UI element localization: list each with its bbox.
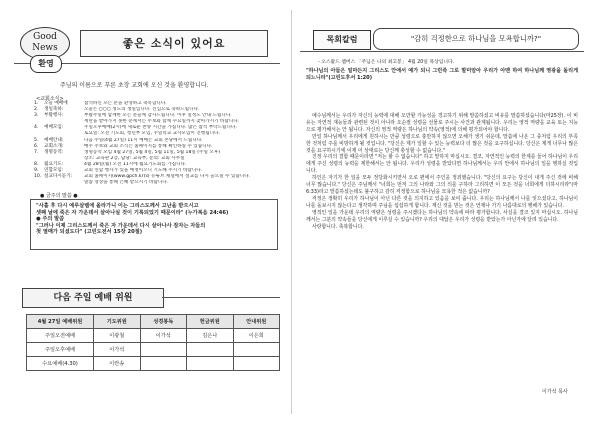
notice-key: 월요기도: (44, 161, 64, 167)
verse-line: ● 주의 말씀 (36, 216, 65, 223)
column-author: 이가석 목사 (542, 389, 568, 395)
verse-heading: ● 금주의 말씀 ● (40, 193, 78, 199)
notice-val: 계란을 받아가지 못한 분께서는 주보와 함께 수요일까지 찾아가시기 바랍니다. (84, 119, 240, 125)
notice-key: 생명동역: (44, 149, 64, 155)
column-rule (300, 51, 584, 52)
notice-list (34, 101, 280, 186)
notice-val: 4월 28일(월) 오전 11시에 월요기도회를 가집니다. (84, 161, 187, 167)
column-paragraph: 진정 우리의 결함 때문이라면 "저는 할 수 없습니다" 하고 말하지 마십시오. 결코, 자연적인 능력의 한계를 들어 하나님이 우리에게 주신 성령의 능력을 제한해서는 안 됩니다. 우리가 성령을 받았다면 하나님께서는 우리 안에서 하나님의 일을 행하실 것입니다. (306, 154, 578, 175)
worship-committee-title: 다음 주일 예배 위원 (22, 288, 164, 308)
table-cell (187, 343, 234, 357)
notice-num (34, 180, 44, 186)
welcome-text: 주님의 이름으로 푸른 초장 교회에 오신 것을 환영합니다. (60, 82, 209, 89)
notice-key: 오늘 예배에 (44, 101, 68, 106)
notice-val: 부활주일에 함께한 모든 분들께 감사드립니다. 이후 일정도 안내 드립니다. (84, 113, 232, 119)
notice-val: 참석하신 모든 분을 환영하고 축복합니다. (84, 101, 167, 106)
verse-line: "그러나 이제 그리스도께서 죽은 자 가운데서 다시 살아나사 잠자는 자들의 (36, 222, 206, 229)
table-header-cell: 기도위원 (94, 315, 141, 329)
table-cell (140, 343, 187, 357)
table-header-row (27, 315, 280, 329)
notice-num: 7. (34, 149, 39, 155)
table-cell: 수요예배(4.30) (27, 357, 94, 371)
worship-title-rule (162, 297, 280, 298)
column-paragraph: 하인은 자기가 한 일을 모두 정당화시키면서 오로 편에서 주인을 정죄했습니다. "당신의 요구는 당신이 내게 주신 것에 비해 너무 많습니다." 당신은 주님께서 "너희는 먼저 그의 나라와 그의 의를 구하라 그리하면 이 모든 것을 너희에게 더하시리라"(마6:33)라고 말씀하셨는데도 불구하고 감히 걱정함으로 하나님을 모욕한 적은 없습니까? (306, 175, 578, 195)
pastor-column-badge: 목회칼럼 (313, 30, 371, 50)
table-cell: 주일오후예배 (27, 343, 94, 357)
column-paragraph: 걱정은 정확히 우리가 하나님이 아닌 다른 것을 의지하고 있음을 보여 줍니다. 우리는 하나님께서 나를 잊으셨다고, 하나님이 나를 돌보시지 않는다고 생각하며 주님을 섭섭하게 합니다. 계신 것을 믿는 것은 언제나 가기 나름대로의 행해가 있습니다. (306, 195, 578, 209)
notice-num: 9. (34, 168, 39, 174)
notice-key: 생일축하: (44, 107, 64, 113)
notice-val: 주일오후예배(2시)에 새로운 찬양 시간을 가집니다. 많은 참석 부탁드립니다. (84, 125, 237, 131)
logo-line-2: News (32, 43, 58, 53)
table-cell: 이은희 (233, 329, 280, 343)
notice-key: 부활행사: (44, 113, 64, 119)
table-header-cell: 성경봉독 (140, 315, 187, 329)
table-row (27, 357, 280, 371)
table-cell (187, 357, 234, 371)
notice-val: 말씀 영상을 통해 은혜 받으시기 바랍니다. (84, 180, 169, 186)
notice-key: 설교다시듣기: (44, 174, 73, 180)
column-paragraph: 예수님께서는 우리가 자신의 능력에 대해 오만할 가능성을 경고하기 위해 말씀하셨고 비유를 말씀하셨습니다(마25장). 이 비유는 자연적 재능들과 관련된 것이 아니라 오순절 성령을 선물로 주시는 사건과 관계됩니다. 우리는 영적 역량을 교육 또는 지능으로 평가해서는 안 됩니다. 자신의 영적 역량은 하나님의 약속(영적)에 의해 평가되어야 합니다. (306, 113, 578, 133)
column-paragraph: 만일 하나님께서 우리에게 원하시는 만큼 성령으로 충만하지 않으면 오해가 생기 쉬운데, 말씀에 나온 그 종처럼 우리의 부족한 것처럼 주를 비방하게 될 것입니다. "당신은 제가 일할 수 있는 능력보다 더 많은 것을 요구하십니다. 당신은 제게 너무나 많은 것을 요구하시기에 이제 이 상태로는 당신께 충성할 수 없습니다." (306, 133, 578, 154)
verse-line: "사흘 후 다시 예루살렘에 올라가니 이는 그리스도께서 고난을 받으시고 (36, 203, 199, 209)
worship-schedule-table (26, 314, 280, 371)
table-header-cell: 안내위원 (233, 315, 280, 329)
table-header-cell: 4월 27일 예배위원 (27, 315, 94, 329)
table-cell: 이가석 (94, 343, 141, 357)
good-news-title: 좋은 소식이 있어요 (80, 30, 268, 57)
notice-val: 장소: 교육관 2층, 담당: 교육부, 문의: 교회 사무실 (84, 155, 185, 161)
notice-num: 6. (34, 143, 39, 149)
notice-key: 예배모임: (44, 125, 64, 131)
verse-box (30, 199, 278, 250)
column-paragraph: 사랑합니다. 축복합니다. (312, 223, 364, 230)
notice-val: 매주 주보와 교회 소식은 홈페이지를 통해 확인하실 수 있습니다. (84, 143, 213, 149)
notice-val: 오늘은 ○○○ 성도의 생일입니다. 진심으로 축하드립니다. (84, 107, 200, 113)
notice-num: 2. (34, 107, 39, 113)
notice-val: 다음 주일(4월 27일) 11시 예배는 교회 본당에서 드립니다. (84, 137, 203, 143)
notice-num: 10. (34, 174, 42, 180)
notice-num: 3. (34, 113, 39, 119)
table-cell: 이광철 (94, 329, 141, 343)
table-cell (233, 357, 280, 371)
column-divider (291, 10, 292, 414)
pastor-column-title: "감히 걱정한으로 하나님을 모욕합니까?" (373, 28, 579, 50)
table-cell: 이가석 (140, 329, 187, 343)
logo-line-1: Good (33, 32, 57, 42)
notice-heading: <교회소식> (36, 96, 64, 102)
notice-val: 토요일: 오전 기도회, 청년부 모임, 주일학교 교사모임이 진행됩니다. (84, 131, 220, 137)
notice-key: 연합모임: (44, 168, 64, 174)
table-cell (233, 343, 280, 357)
notice-val: 생명동역 모임 4월 27일, 5월 4일, 5월 11일, 5월 18일 (주일 오후) (84, 149, 221, 155)
table-header-cell: 헌금위원 (187, 315, 234, 329)
table-row (27, 343, 280, 357)
table-cell: 이란송 (94, 357, 141, 371)
table-cell (140, 357, 187, 371)
notice-num: 1. (34, 101, 39, 106)
notice-key (44, 180, 84, 186)
verse-line: 셋째 날에 죽은 자 가운데서 살아나실 것이 기록되었기 때문이라" (누가복음 24:46) (36, 209, 229, 216)
notice-item (34, 180, 280, 186)
table-cell: 김은나 (187, 329, 234, 343)
notice-key: 예배안내: (44, 137, 64, 143)
verse-line: 첫 열매가 되셨도다" (고린도전서 15장 20절) (36, 229, 143, 236)
notice-val: 교회 홈페이지(www.gpch.kr)와 유튜브 채널에서 설교를 다시 들으실 수 있습니다. (84, 174, 251, 180)
notice-num: 8. (34, 161, 39, 167)
notice-num: 5. (34, 137, 39, 143)
column-paragraph: 영적인 일을 가운데 우리의 역량은 성령을 주시겠다는 하나님의 약속에 따라 평가합니다. 사실을 결코 있지 마십시오. 하나님께서는 그분의 약속들을 당신에게 이루실 수 있습니까? 우리의 대답은 우리가 성령을 받았는가 아닌가에 달려 있습니다. (306, 209, 578, 223)
column-byline: - 오스왈드 챔버스 「주님은 나의 최고봉」 4월 20일 묵상입니다. (318, 60, 455, 65)
table-row (27, 329, 280, 343)
welcome-badge: 환영 (30, 55, 62, 73)
notice-key: 교회소개: (44, 143, 64, 149)
table-cell: 주일오전예배 (27, 329, 94, 343)
notice-num: 4. (34, 125, 39, 131)
notice-val: 교회 연합 행사가 있을 예정이오니 기도해 주시기 바랍니다. (84, 168, 203, 174)
column-body (306, 113, 578, 230)
column-quote: "하나님의 아들은 얼마든지 그리스도 안에서 예가 되니 그런즉 그로 말미암아 우리가 아멘 하여 하나님께 영광을 돌리게 되느니라"(고린도후서 1:20) (306, 68, 578, 81)
